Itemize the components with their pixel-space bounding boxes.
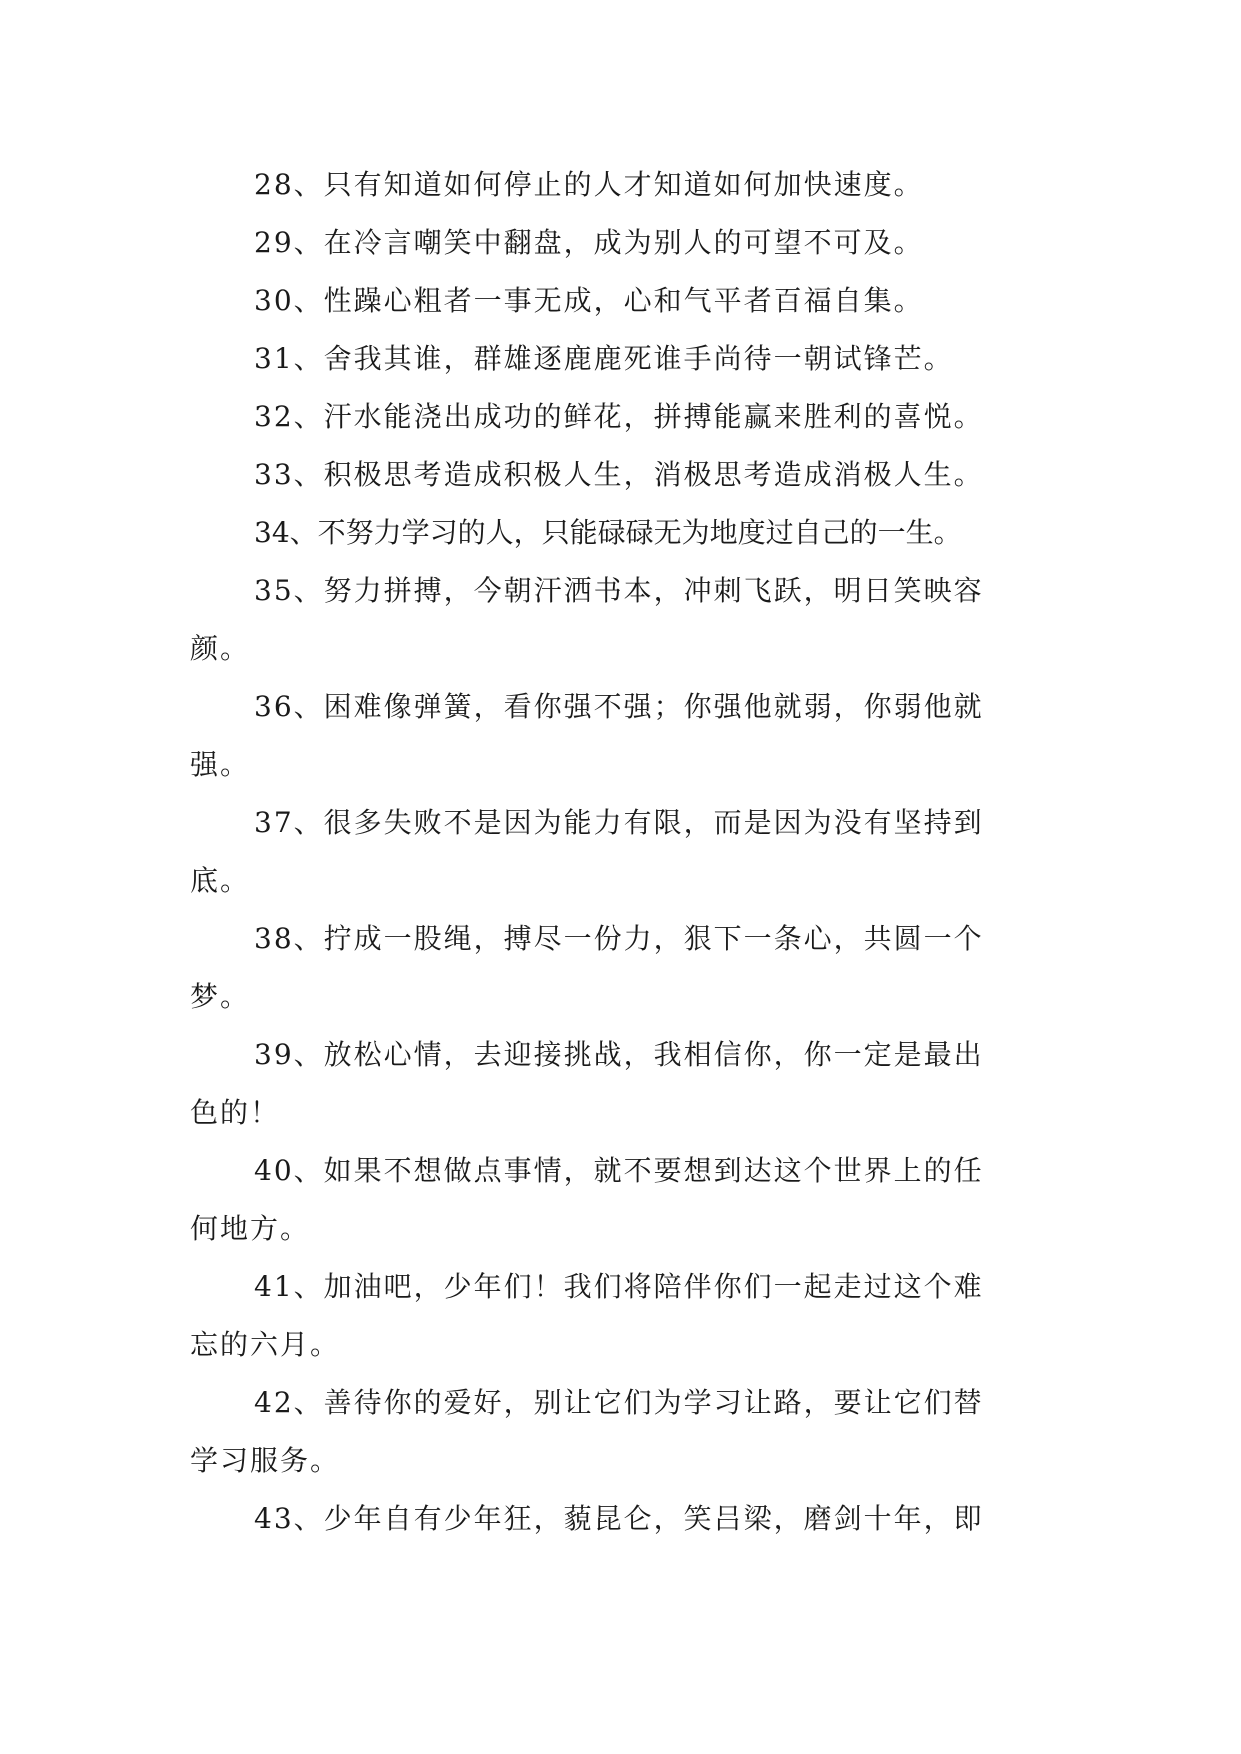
quote-line-33: 33、积极思考造成积极人生，消极思考造成消极人生。 [254, 458, 984, 491]
quote-line-29: 29、在冷言嘲笑中翻盘，成为别人的可望不可及。 [254, 226, 924, 259]
quote-line-39: 39、放松心情，去迎接挑战，我相信你，你一定是最出 [254, 1038, 984, 1071]
quote-line-30: 30、性躁心粗者一事无成，心和气平者百福自集。 [254, 284, 924, 317]
quote-line-41-cont: 忘的六月。 [190, 1328, 341, 1361]
quote-line-36-cont: 强。 [190, 748, 251, 781]
quote-list [190, 156, 1090, 1548]
quote-line-32: 32、汗水能浇出成功的鲜花，拼搏能赢来胜利的喜悦。 [254, 400, 984, 433]
quote-line-38: 38、拧成一股绳，搏尽一份力，狠下一条心，共圆一个 [254, 922, 984, 955]
quote-line-41: 41、加油吧，少年们！我们将陪伴你们一起走过这个难 [254, 1270, 984, 1303]
quote-line-42: 42、善待你的爱好，别让它们为学习让路，要让它们替 [254, 1386, 984, 1419]
quote-line-35-cont: 颜。 [190, 632, 251, 665]
quote-line-31: 31、舍我其谁，群雄逐鹿鹿死谁手尚待一朝试锋芒。 [254, 342, 954, 375]
quote-line-39-cont: 色的！ [190, 1096, 281, 1129]
quote-line-40: 40、如果不想做点事情，就不要想到达这个世界上的任 [254, 1154, 984, 1187]
quote-line-28: 28、只有知道如何停止的人才知道如何加快速度。 [254, 168, 924, 201]
quote-line-37-cont: 底。 [190, 864, 251, 897]
quote-line-36: 36、困难像弹簧，看你强不强；你强他就弱，你弱他就 [254, 690, 984, 723]
quote-line-43: 43、少年自有少年狂，藐昆仑，笑吕梁，磨剑十年，即 [254, 1502, 984, 1535]
quote-line-35: 35、努力拼搏，今朝汗洒书本，冲刺飞跃，明日笑映容 [254, 574, 984, 607]
quote-line-38-cont: 梦。 [190, 980, 251, 1013]
quote-line-34: 34、不努力学习的人，只能碌碌无为地度过自己的一生。 [254, 516, 962, 549]
quote-line-42-cont: 学习服务。 [190, 1444, 341, 1477]
quote-line-40-cont: 何地方。 [190, 1212, 311, 1245]
quote-line-37: 37、很多失败不是因为能力有限，而是因为没有坚持到 [254, 806, 984, 839]
